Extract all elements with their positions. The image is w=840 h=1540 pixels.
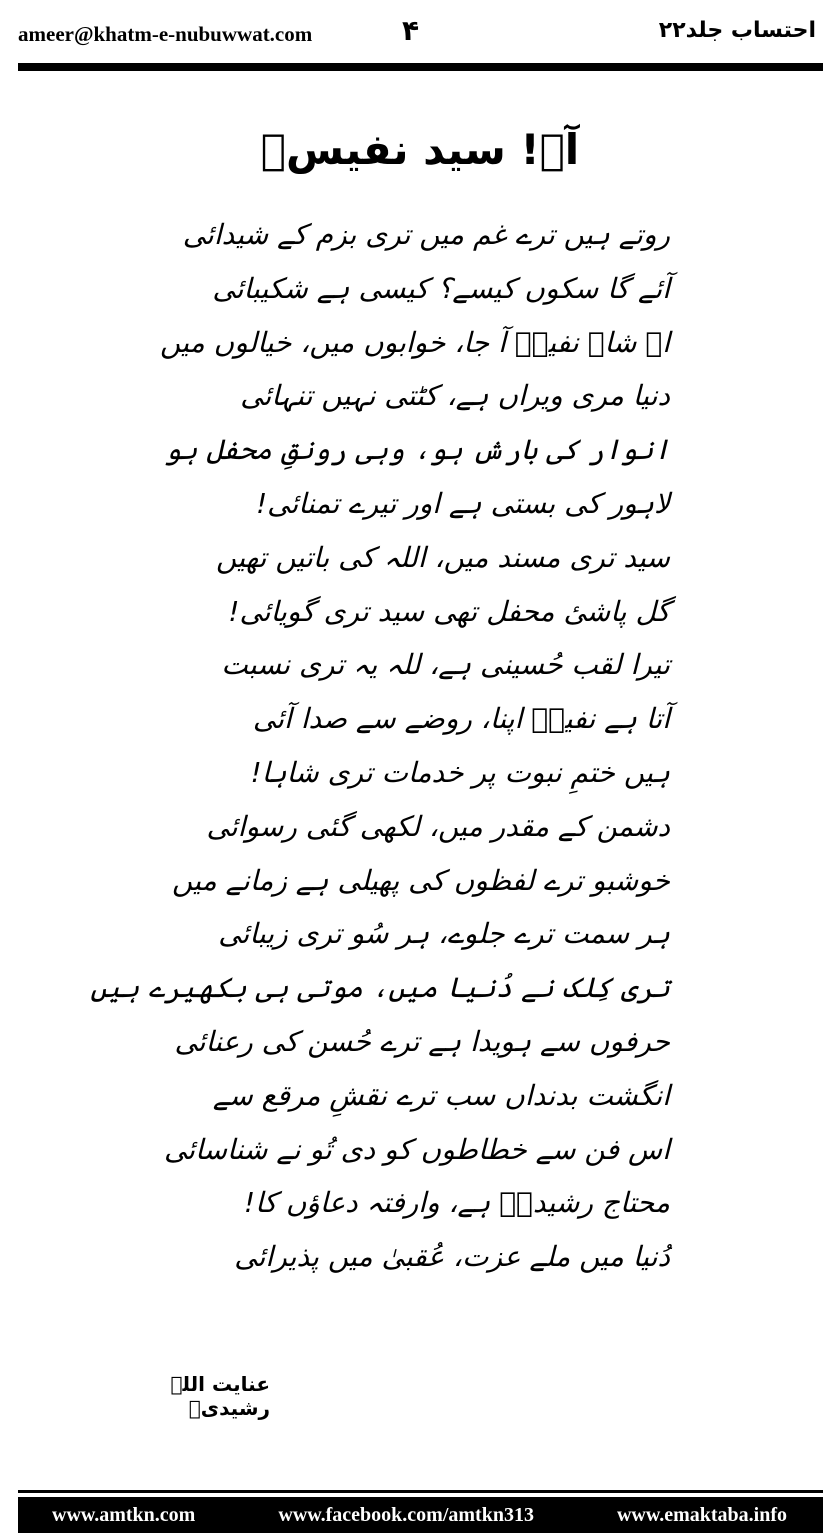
volume-label: احتساب جلد۲۲: [658, 18, 816, 43]
poem-line: ہیں ختمِ نبوت پر خدمات تری شاہا!: [250, 755, 670, 789]
poem-line: آئے گا سکوں کیسے؟ کیسی ہے شکیبائی: [212, 271, 670, 305]
poem-line: سید تری مسند میں، اللہ کی باتیں تھیں: [216, 540, 670, 574]
footer-link-emaktaba[interactable]: www.emaktaba.info: [616, 1503, 787, 1526]
poem-line: آتا ہے نفیسؒ اپنا، روضے سے صدا آئی: [252, 702, 670, 736]
poem-line: دنیا مری ویراں ہے، کٹتی نہیں تنہائی: [240, 379, 670, 413]
header-divider: [18, 63, 823, 71]
poem-line: انوار کی بارش ہو، وہی رونقِ محفل ہو: [164, 433, 670, 467]
poem-body: [90, 208, 670, 1284]
poem-line: روتے ہیں ترے غم میں تری بزم کے شیدائی: [182, 218, 670, 251]
page-header: [0, 0, 840, 60]
email-address: ameer@khatm-e-nubuwwat.com: [18, 22, 313, 46]
poem-line: انگشت بدنداں سب ترے نقشِ مرقع سے: [212, 1078, 670, 1112]
poem-line: لاہور کی بستی ہے اور تیرے تمنائی!: [255, 486, 670, 520]
page-number: ۴: [402, 14, 420, 47]
poem-line: دُنیا میں ملے عزت، عُقبیٰ میں پذیرائی: [234, 1240, 670, 1274]
poem-line: حرفوں سے ہویدا ہے ترے حُسن کی رعنائی: [174, 1024, 670, 1058]
poem-line: تیرا لقب حُسینی ہے، للہ یہ تری نسبت: [221, 648, 670, 682]
footer-bar: [18, 1497, 823, 1533]
footer-divider: [18, 1490, 823, 1493]
poem-line: اے شاہ نفیسؒ آ جا، خوابوں میں، خیالوں میں: [159, 325, 670, 359]
poem-line: گل پاشیٔ محفل تھی سید تری گویائی!: [228, 594, 670, 628]
poem-line: تری کِلک نے دُنیا میں، موتی ہی بکھیرے ہیں: [90, 971, 670, 1005]
author-signature: عنایت اللہ رشیدیؔ: [170, 1372, 270, 1420]
poem-line: دشمن کے مقدر میں، لکھی گئی رسوائی: [206, 809, 670, 843]
footer-link-facebook[interactable]: www.facebook.com/amtkn313: [278, 1503, 534, 1526]
poem-line: محتاج رشیدیؔ ہے، وارفتہ دعاؤں کا!: [243, 1186, 670, 1220]
poem-line: خوشبو ترے لفظوں کی پھیلی ہے زمانے میں: [171, 863, 670, 897]
footer-link-amtkn[interactable]: www.amtkn.com: [52, 1503, 196, 1526]
poem-line: اس فن سے خطاطوں کو دی تُو نے شناسائی: [163, 1132, 670, 1166]
poem-line: ہر سمت ترے جلوے، ہر سُو تری زیبائی: [218, 917, 670, 951]
poem-title: آہ! سید نفیسؒ: [260, 125, 580, 174]
